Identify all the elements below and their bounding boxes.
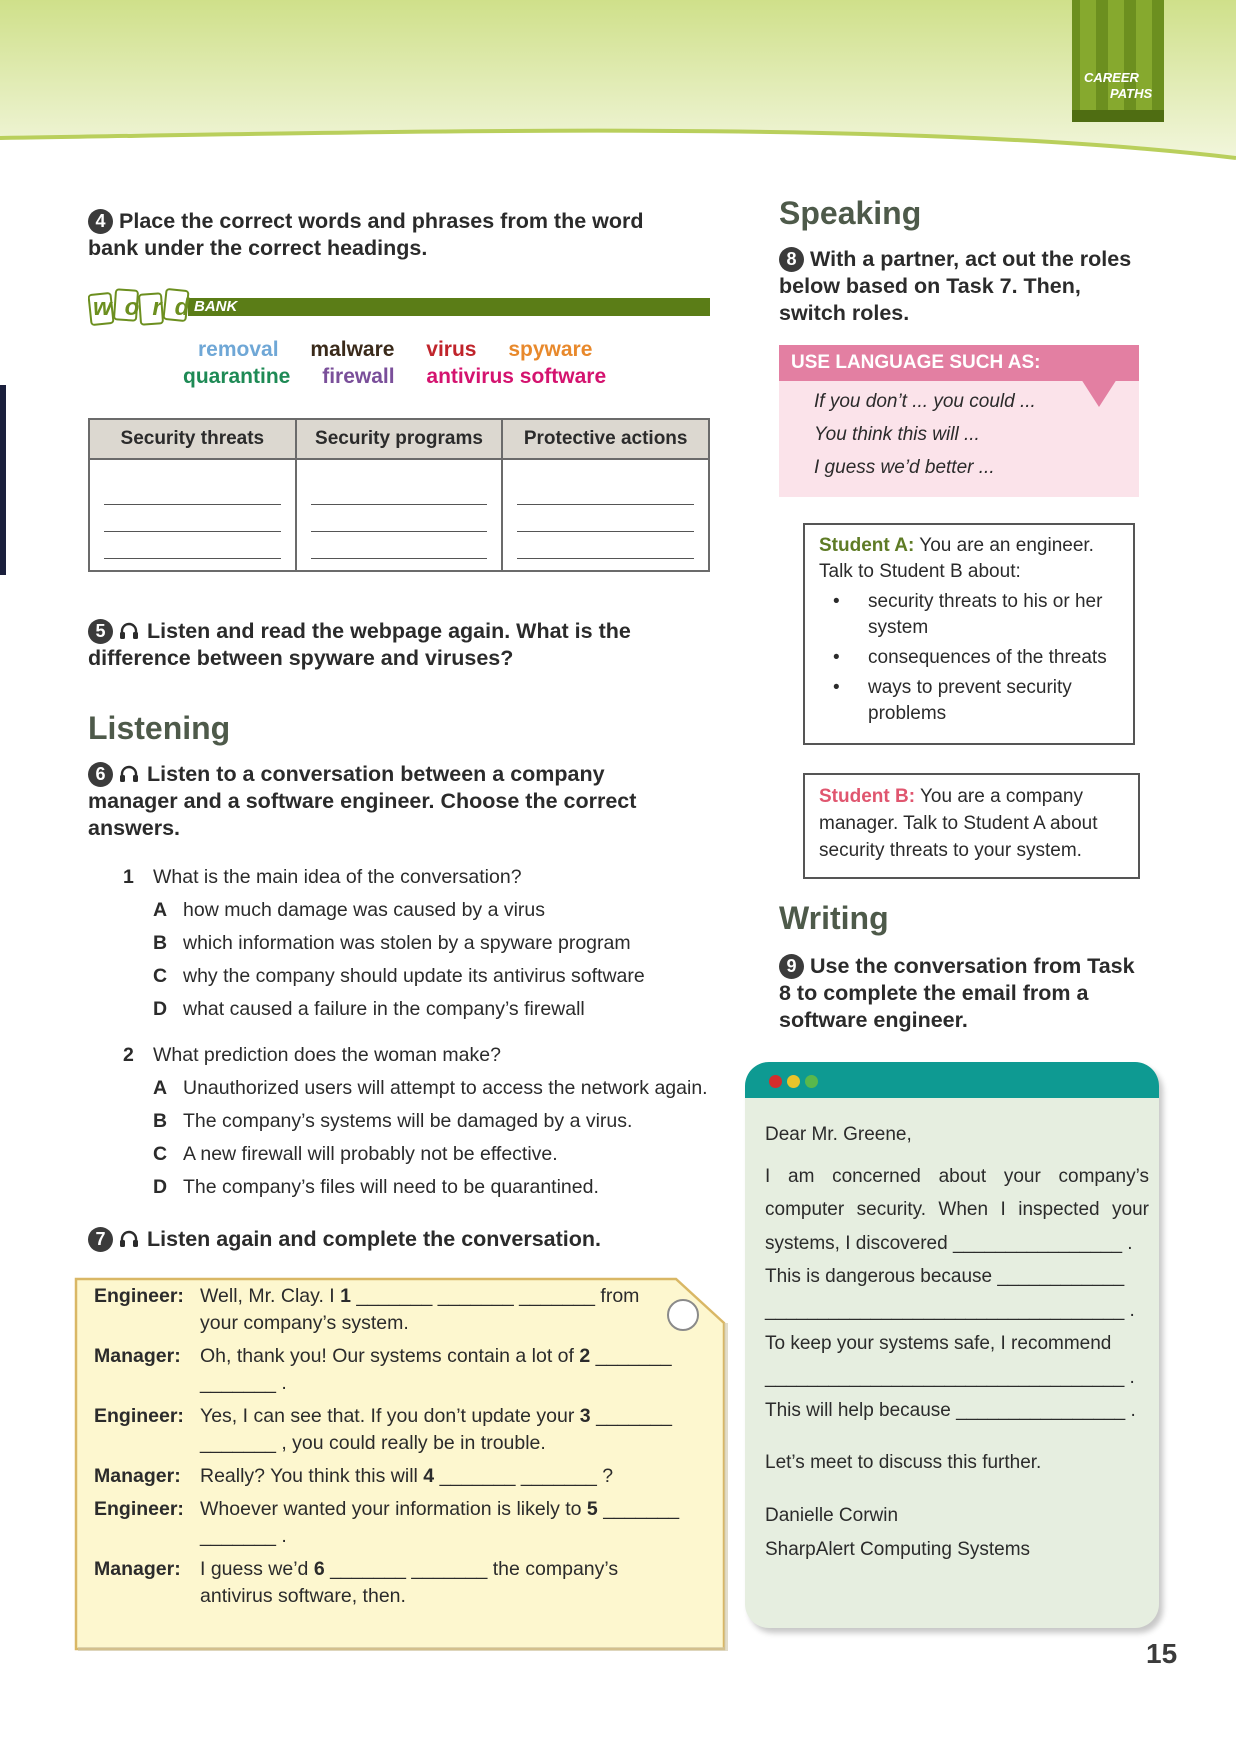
bullet: ways to prevent security problems xyxy=(868,677,1072,724)
word-bank-label: BANK xyxy=(194,298,238,315)
option[interactable]: B which information was stolen by a spyware program xyxy=(153,932,631,954)
task-9 xyxy=(779,953,1139,1034)
word-firewall: firewall xyxy=(322,365,395,388)
table-header-actions: Protective actions xyxy=(502,419,709,459)
task-5 xyxy=(88,618,688,672)
use-language-title: USE LANGUAGE SUCH AS: xyxy=(779,345,1139,381)
email-window xyxy=(745,1062,1159,1628)
option[interactable]: B The company’s systems will be damaged by a virus. xyxy=(153,1110,633,1132)
task-5-instruction: Listen and read the webpage again. What is the difference between spyware and viruses? xyxy=(88,619,631,670)
phrase: I guess we’d better ... xyxy=(814,457,995,478)
email-line: To keep your systems safe, I recommend xyxy=(765,1333,1112,1354)
question-number: 2 xyxy=(123,1044,134,1066)
task-6 xyxy=(88,761,700,842)
phrase: You think this will ... xyxy=(814,424,980,445)
question-text: What prediction does the woman make? xyxy=(153,1044,501,1066)
conversation-line: Engineer: Yes, I can see that. If you don’t update your 3 _______ _______ , you could really be in trouble. xyxy=(94,1405,672,1454)
word-quarantine: quarantine xyxy=(183,365,291,388)
headphones-icon xyxy=(119,622,139,640)
logo-text-career: CAREER xyxy=(1084,70,1139,85)
listening-heading: Listening xyxy=(88,710,231,746)
email-line[interactable]: __________________________________ . xyxy=(765,1366,1135,1388)
option[interactable]: A Unauthorized users will attempt to access the network again. xyxy=(153,1077,708,1099)
page-number: 15 xyxy=(1146,1638,1178,1669)
word-bank-banner xyxy=(88,286,710,336)
word-removal: removal xyxy=(198,338,279,361)
conversation-note xyxy=(74,1277,724,1650)
security-table xyxy=(88,418,710,572)
task-4-instruction: Place the correct words and phrases from the word bank under the correct headings. xyxy=(88,209,644,260)
task-6-instruction: Listen to a conversation between a company manager and a software engineer. Choose the correct answers. xyxy=(88,762,637,840)
student-a-intro: You are an engineer. Talk to Student B about: xyxy=(819,535,1094,582)
option[interactable]: D what caused a failure in the company’s firewall xyxy=(153,998,585,1020)
word-bank-label-word xyxy=(88,286,203,326)
word-bank-words xyxy=(180,336,700,390)
email-signature-company: SharpAlert Computing Systems xyxy=(765,1538,1031,1560)
option[interactable]: C A new firewall will probably not be effective. xyxy=(153,1143,558,1165)
left-edge-image xyxy=(0,385,6,575)
email-line[interactable]: __________________________________ . xyxy=(765,1299,1135,1321)
question-number: 1 xyxy=(123,866,134,888)
close-dot-icon xyxy=(769,1075,782,1088)
word-malware: malware xyxy=(310,338,395,361)
conversation-line: Manager: Really? You think this will 4 _______ _______ ? xyxy=(94,1465,614,1487)
email-line[interactable]: This is dangerous because ____________ xyxy=(765,1266,1125,1287)
task-number: 4 xyxy=(88,209,113,234)
task-8-instruction: With a partner, act out the roles below based on Task 7. Then, switch roles. xyxy=(779,247,1132,325)
conversation-line: Manager: Oh, thank you! Our systems contain a lot of 2 _______ _______ . xyxy=(94,1345,672,1394)
logo-text-paths: PATHS xyxy=(1110,86,1153,101)
question-1 xyxy=(123,858,723,1029)
email-line[interactable]: systems, I discovered ________________ . xyxy=(765,1232,1133,1254)
header-band xyxy=(0,0,1236,160)
task-7-instruction: Listen again and complete the conversation. xyxy=(147,1227,601,1251)
option[interactable]: A how much damage was caused by a virus xyxy=(153,899,546,921)
task-number: 7 xyxy=(88,1227,113,1252)
table-header-threats: Security threats xyxy=(89,419,296,459)
use-language-phrases xyxy=(814,385,1036,484)
email-greeting: Dear Mr. Greene, xyxy=(765,1124,912,1145)
speech-pointer-icon xyxy=(1081,379,1117,409)
bullet: consequences of the threats xyxy=(868,647,1107,668)
conversation-line: Engineer: Well, Mr. Clay. I 1 _______ _______ _______ from your company’s system. xyxy=(94,1285,640,1334)
writing-heading: Writing xyxy=(779,900,889,936)
task-number: 9 xyxy=(779,954,804,979)
task-4 xyxy=(88,208,688,262)
student-a-card: Student A: You are an engineer. Talk to Student B about: • security threats to his or her system • consequences of the threats • ways to prevent security problems xyxy=(803,523,1135,745)
question-text: What is the main idea of the conversation? xyxy=(153,866,522,888)
student-b-label: Student B: xyxy=(819,786,916,807)
email-line: computer security. When I inspected your xyxy=(765,1199,1149,1220)
conversation-lines xyxy=(94,1283,694,1616)
question-2 xyxy=(123,1036,723,1207)
option[interactable]: C why the company should update its antivirus software xyxy=(153,965,645,987)
task-7 xyxy=(88,1226,700,1253)
answer-cell[interactable] xyxy=(296,459,503,571)
phrase: If you don’t ... you could ... xyxy=(814,391,1036,412)
student-b-card xyxy=(803,773,1140,879)
bullet: security threats to his or her system xyxy=(868,591,1103,638)
table-header-programs: Security programs xyxy=(296,419,503,459)
task-8 xyxy=(779,246,1139,327)
word-antivirus-software: antivirus software xyxy=(426,365,607,388)
task-9-instruction: Use the conversation from Task 8 to complete the email from a software engineer. xyxy=(779,954,1135,1032)
use-language-box xyxy=(779,345,1139,497)
email-line: I am concerned about your company’s xyxy=(765,1165,1149,1187)
email-titlebar xyxy=(745,1062,1159,1098)
email-signature-name: Danielle Corwin xyxy=(765,1505,899,1526)
career-paths-logo xyxy=(1072,0,1164,122)
headphones-icon xyxy=(119,1230,139,1248)
email-line[interactable]: This will help because ________________ . xyxy=(765,1400,1136,1421)
maximize-dot-icon xyxy=(805,1075,818,1088)
answer-cell[interactable] xyxy=(502,459,709,571)
email-closing: Let’s meet to discuss this further. xyxy=(765,1451,1042,1473)
task-number: 5 xyxy=(88,619,113,644)
email-body xyxy=(765,1118,1149,1566)
headphones-icon xyxy=(119,765,139,783)
word-spyware: spyware xyxy=(508,338,593,361)
conversation-line: Manager: I guess we’d 6 _______ _______ the company’s antivirus software, then. xyxy=(94,1558,619,1607)
student-b-text: You are a company manager. Talk to Student A about security threats to your system. xyxy=(819,786,1098,861)
student-a-label: Student A: xyxy=(819,535,915,556)
task-number: 8 xyxy=(779,247,804,272)
word-bank-word-letters: word xyxy=(93,294,203,321)
answer-cell[interactable] xyxy=(89,459,296,571)
task-number: 6 xyxy=(88,762,113,787)
word-virus: virus xyxy=(426,338,477,361)
conversation-line: Engineer: Whoever wanted your information is likely to 5 _______ _______ . xyxy=(94,1498,680,1547)
speaking-heading: Speaking xyxy=(779,195,922,231)
option[interactable]: D The company’s files will need to be quarantined. xyxy=(153,1176,599,1198)
minimize-dot-icon xyxy=(787,1075,800,1088)
